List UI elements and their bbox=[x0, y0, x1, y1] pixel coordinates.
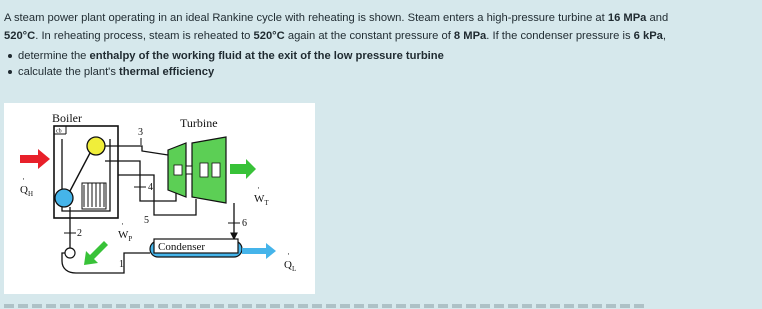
turbine-blade-window bbox=[174, 165, 182, 175]
intro-text: A steam power plant operating in an ideal Rankine cycle with reheating is shown. Steam enters a high-pressure turbine at bbox=[4, 12, 608, 24]
cb-label: cb bbox=[56, 128, 62, 135]
inlet-temperature-value: 520°C bbox=[4, 30, 36, 42]
qh-dot: · bbox=[22, 174, 25, 184]
turbine-blade-window bbox=[212, 163, 220, 177]
state-1-label: 1 bbox=[119, 259, 124, 270]
turbine-label: Turbine bbox=[180, 116, 218, 130]
clipped-text-fragment bbox=[4, 304, 644, 308]
problem-intro bbox=[4, 9, 756, 45]
problem-statement bbox=[4, 9, 756, 80]
intro-text: . In reheating process, steam is reheated to bbox=[35, 30, 254, 42]
qh-label: $Q_H$ bbox=[20, 184, 34, 198]
lp-turbine bbox=[192, 137, 226, 203]
task-item bbox=[4, 48, 756, 64]
cycle-schematic bbox=[4, 103, 315, 294]
turbine-shaft bbox=[186, 166, 192, 174]
task-item bbox=[4, 64, 756, 80]
wp-label: $W_P$ bbox=[118, 229, 133, 243]
rankine-reheat-diagram bbox=[4, 103, 315, 294]
task-text: determine the bbox=[18, 50, 90, 62]
pump bbox=[65, 248, 75, 258]
intro-text: . If the condenser pressure is bbox=[486, 30, 634, 42]
economizer bbox=[55, 189, 73, 207]
task-list bbox=[4, 48, 756, 80]
wp-dot: · bbox=[121, 219, 124, 229]
task-emphasis: thermal efficiency bbox=[119, 66, 215, 78]
turbine-blade-window bbox=[200, 163, 208, 177]
wt-dot: · bbox=[257, 183, 260, 193]
task-emphasis: enthalpy of the working fluid at the exit of the low pressure turbine bbox=[89, 50, 444, 62]
reheat-temperature-value: 520°C bbox=[253, 30, 285, 42]
state-6-label: 6 bbox=[242, 218, 247, 229]
condenser-label: Condenser bbox=[158, 241, 206, 253]
heat-in-arrow bbox=[20, 149, 50, 169]
heat-out-arrow bbox=[242, 243, 276, 259]
state-2-label: 2 bbox=[77, 228, 82, 239]
pipe-state-1 bbox=[62, 253, 150, 273]
intro-text: again at the constant pressure of bbox=[284, 30, 454, 42]
high-pressure-value: 16 MPa bbox=[607, 12, 647, 24]
ql-label: $Q_L$ bbox=[284, 259, 297, 273]
ql-dot: · bbox=[287, 249, 290, 259]
boiler-label: Boiler bbox=[52, 111, 82, 125]
pump-work-arrow bbox=[84, 241, 108, 265]
intro-text: , bbox=[662, 30, 667, 42]
state-4-label: 4 bbox=[148, 182, 153, 193]
reheat-pressure-value: 8 MPa bbox=[453, 30, 487, 42]
task-text: calculate the plant's bbox=[18, 66, 120, 78]
turbine-work-arrow bbox=[230, 159, 256, 179]
wt-label: $W_T$ bbox=[254, 193, 269, 207]
state-3-label: 3 bbox=[138, 127, 143, 138]
reheat-coil bbox=[87, 137, 105, 155]
condenser-pressure-value: 6 kPa bbox=[633, 30, 663, 42]
clipped-next-line bbox=[0, 300, 762, 309]
state-5-label: 5 bbox=[144, 215, 149, 226]
intro-text: and bbox=[646, 12, 669, 24]
